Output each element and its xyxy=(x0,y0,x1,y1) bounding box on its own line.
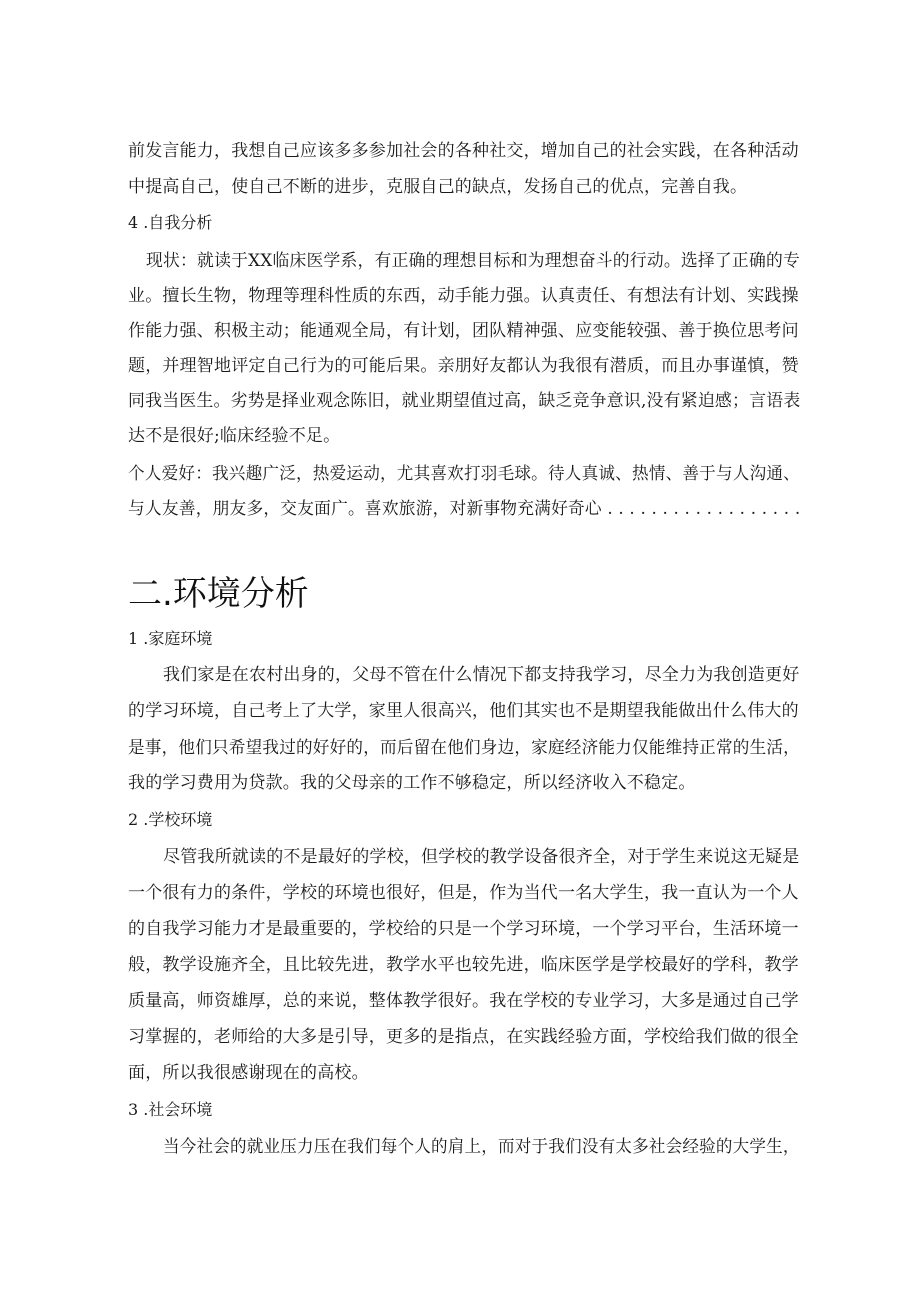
paragraph-line: 业。擅长生物，物理等理科性质的东西，动手能力强。认真责任、有想法有计划、实践操 xyxy=(128,286,799,306)
paragraph-line: 面，所以我很感谢现在的高校。 xyxy=(128,1063,369,1083)
paragraph-line: 的自我学习能力才是最重要的，学校给的只是一个学习环境，一个学习平台，生活环境一 xyxy=(128,919,799,939)
school-heading: 2 .学校环境 xyxy=(128,810,213,829)
paragraph-line: 当今社会的就业压力压在我们每个人的肩上，而对于我们没有太多社会经验的大学生， xyxy=(163,1137,800,1157)
paragraph-line: 个人爱好：我兴趣广泛，热爱运动，尤其喜欢打羽毛球。待人真诚、热情、善于与人沟通、 xyxy=(128,464,800,484)
paragraph-line: 质量高，师资雄厚，总的来说，整体教学很好。我在学校的专业学习，大多是通过自己学 xyxy=(128,991,799,1011)
self-analysis-heading: 4 .自我分析 xyxy=(128,213,213,232)
paragraph-line: 尽管我所就读的不是最好的学校，但学校的教学设备很齐全，对于学生来说这无疑是 xyxy=(163,847,800,867)
environment-title: 二.环境分析 xyxy=(128,574,309,614)
paragraph-line: 题，并理智地评定自己行为的可能后果。亲朋好友都认为我很有潜质，而且办事谨慎，赞 xyxy=(128,356,799,376)
society-heading: 3 .社会环境 xyxy=(128,1100,213,1119)
paragraph-line: 般，教学设施齐全，且比较先进，教学水平也较先进，临床医学是学校最好的学科，教学 xyxy=(128,955,799,975)
paragraph-line: 是事，他们只希望我过的好好的，而后留在他们身边，家庭经济能力仅能维持正常的生活， xyxy=(128,738,800,758)
paragraph-line: 习掌握的，老师给的大多是引导，更多的是指点，在实践经验方面，学校给我们做的很全 xyxy=(128,1027,799,1047)
family-heading: 1 .家庭环境 xyxy=(128,629,213,648)
paragraph-line: 同我当医生。劣势是择业观念陈旧，就业期望值过高，缺乏竞争意识,没有紧迫感；言语表 xyxy=(128,391,801,411)
paragraph-line: 与人友善，朋友多，交友面广。喜欢旅游，对新事物充满好奇心 . . . . . . . . . . . . . . . . . . xyxy=(128,499,801,519)
paragraph-line: 我的学习费用为贷款。我的父母亲的工作不够稳定，所以经济收入不稳定。 xyxy=(128,773,696,793)
paragraph-line: 一个很有力的条件，学校的环境也很好，但是，作为当代一名大学生，我一直认为一个人 xyxy=(128,883,799,903)
paragraph-line: 现状：就读于XX临床医学系，有正确的理想目标和为理想奋斗的行动。选择了正确的专 xyxy=(146,251,801,271)
paragraph-line: 中提高自己，使自己不断的进步，克服自己的缺点，发扬自己的优点，完善自我。 xyxy=(128,177,748,197)
paragraph-line: 作能力强、积极主动；能通观全局，有计划，团队精神强、应变能较强、善于换位思考问 xyxy=(128,321,799,341)
paragraph-line: 我们家是在农村出身的，父母不管在什么情况下都支持我学习，尽全力为我创造更好 xyxy=(163,665,800,685)
paragraph-line: 前发言能力，我想自己应该多多参加社会的各种社交，增加自己的社会实践，在各种活动 xyxy=(128,141,799,161)
paragraph-line: 的学习环境，自己考上了大学，家里人很高兴，他们其实也不是期望我能做出什么伟大的 xyxy=(128,701,799,721)
paragraph-line: 达不是很好;临床经验不足。 xyxy=(128,426,341,446)
